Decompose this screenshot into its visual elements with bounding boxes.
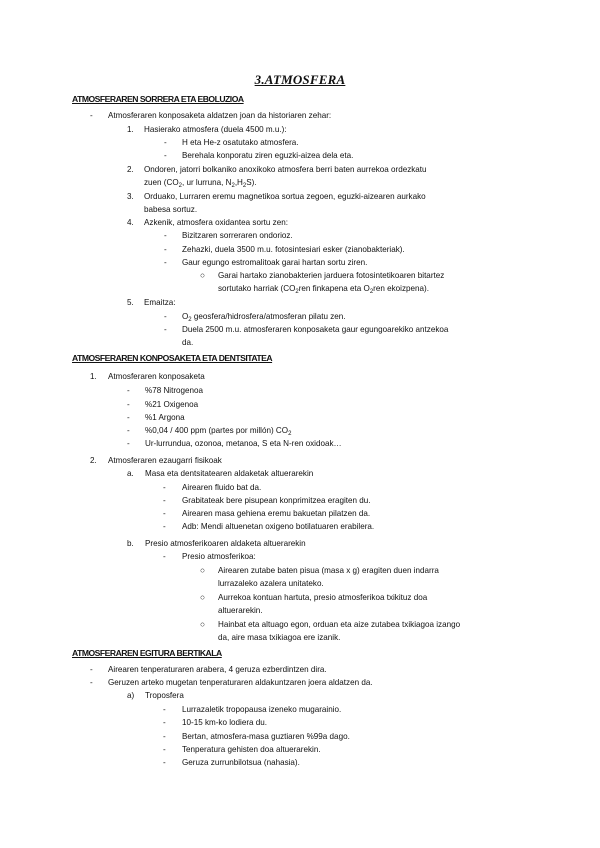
circle-bullet: ○	[200, 593, 205, 602]
dash-bullet: -	[163, 552, 166, 561]
list-item: Geruzen arteko mugetan tenperaturaren aldakuntzaren joera aldatzen da.	[108, 678, 373, 687]
list-item: Airearen zutabe baten pisua (masa x g) eragiten duen indarra	[218, 566, 439, 575]
list-item: H eta He-z osatutako atmosfera.	[182, 138, 299, 147]
dash-bullet: -	[164, 231, 167, 240]
list-item: 10-15 km-ko lodiera du.	[182, 718, 268, 727]
dash-bullet: -	[127, 426, 130, 435]
page-title: 3.ATMOSFERA	[254, 72, 346, 87]
circle-bullet: ○	[200, 566, 205, 575]
list-item: Lurrazaletik tropopausa izeneko mugarainio.	[182, 705, 342, 714]
list-item: %0,04 / 400 ppm (partes por millón) $CO_2$	[145, 426, 292, 437]
dash-bullet: -	[164, 325, 167, 334]
list-item: Atmosferaren ezaugarri fisikoak	[108, 456, 222, 465]
dash-bullet: -	[164, 151, 167, 160]
list-item-continuation: lurrazaleko azalera unitateko.	[218, 579, 324, 588]
list-item-continuation: da, aire masa txikiagoa ere izanik.	[218, 633, 341, 642]
dash-bullet: -	[90, 111, 93, 120]
list-item: Airearen tenperaturaren arabera, 4 geruza ezberdintzen dira.	[108, 665, 327, 674]
list-item: Garai hartako zianobakterien jarduera fotosintetikoaren bitartez	[218, 271, 445, 280]
list-item: Troposfera	[145, 691, 184, 700]
list-letter: a)	[127, 691, 135, 700]
list-item: Presio atmosferikoaren aldaketa altuerarekin	[145, 539, 306, 548]
list-item-continuation: altuerarekin.	[218, 606, 263, 615]
list-item: Zehazki, duela 3500 m.u. fotosintesiari esker (zianobakteriak).	[182, 245, 405, 254]
dash-bullet: -	[163, 732, 166, 741]
dash-bullet: -	[164, 138, 167, 147]
section-heading-sorrera: ATMOSFERAREN SORRERA ETA EBOLUZIOA	[72, 94, 244, 104]
list-item: Gaur egungo estromalitoak garai hartan sortu ziren.	[182, 258, 368, 267]
dash-bullet: -	[164, 312, 167, 321]
list-item: %78 Nitrogenoa	[145, 386, 204, 395]
list-number: 4.	[127, 218, 134, 227]
circle-bullet: ○	[200, 620, 205, 629]
list-item: Bertan, atmosfera-masa guztiaren %99a dago.	[182, 732, 350, 741]
dash-bullet: -	[127, 400, 130, 409]
list-number: 1.	[127, 125, 134, 134]
list-item: Azkenik, atmosfera oxidantea sortu zen:	[144, 218, 288, 227]
list-letter: a.	[127, 469, 134, 478]
list-item-continuation: zuen ($CO_2$, ur lurruna, $N_2,H_2S$).	[144, 178, 257, 189]
section-heading-egitura: ATMOSFERAREN EGITURA BERTIKALA	[72, 648, 222, 658]
list-number: 2.	[90, 456, 97, 465]
dash-bullet: -	[163, 522, 166, 531]
dash-bullet: -	[163, 483, 166, 492]
list-item: Duela 2500 m.u. atmosferaren konposaketa gaur egungoarekiko antzekoa	[182, 325, 449, 334]
dash-bullet: -	[163, 509, 166, 518]
list-number: 3.	[127, 192, 134, 201]
list-item: Geruza zurrunbilotsua (nahasia).	[182, 758, 300, 767]
list-item: Adb: Mendi altuenetan oxigeno botilatuaren erabilera.	[182, 522, 375, 531]
list-item: %21 Oxigenoa	[145, 400, 199, 409]
list-item-continuation: sortutako harriak ($CO_2ren$ finkapena eta $O_2ren$ ekoizpena).	[218, 284, 429, 295]
list-item: %1 Argona	[145, 413, 185, 422]
list-item: Hainbat eta altuago egon, orduan eta aize zutabea txikiagoa izango	[218, 620, 461, 629]
dash-bullet: -	[163, 745, 166, 754]
list-item: Masa eta dentsitatearen aldaketak altuerarekin	[145, 469, 314, 478]
list-item: Aurrekoa kontuan hartuta, presio atmosferikoa txikituz doa	[218, 593, 428, 602]
dash-bullet: -	[164, 258, 167, 267]
list-item: Ur-lurrundua, ozonoa, metanoa, S eta N-ren oxidoak…	[145, 439, 342, 448]
circle-bullet: ○	[200, 271, 205, 280]
list-item: Emaitza:	[144, 298, 176, 307]
list-number: 1.	[90, 372, 97, 381]
section-heading-konposaketa: ATMOSFERAREN KONPOSAKETA ETA DENTSITATEA	[72, 353, 273, 363]
list-item: Ondoren, jatorri bolkaniko anoxikoko atmosfera berri baten aurrekoa ordezkatu	[144, 165, 427, 174]
dash-bullet: -	[164, 245, 167, 254]
list-item: Tenperatura gehisten doa altuerarekin.	[182, 745, 321, 754]
list-item: $O_2$ geosfera/hidrosfera/atmosferan pilatu zen.	[182, 312, 346, 323]
list-letter: b.	[127, 539, 134, 548]
dash-bullet: -	[163, 718, 166, 727]
list-item-continuation: babesa sortuz.	[144, 205, 198, 214]
list-item: Airearen masa gehiena eremu bakuetan pilatzen da.	[182, 509, 371, 518]
dash-bullet: -	[163, 758, 166, 767]
list-item: Airearen fluido bat da.	[182, 483, 262, 492]
dash-bullet: -	[127, 386, 130, 395]
list-number: 5.	[127, 298, 134, 307]
list-item: Hasierako atmosfera (duela 4500 m.u.):	[144, 125, 287, 134]
dash-bullet: -	[90, 678, 93, 687]
dash-bullet: -	[127, 413, 130, 422]
list-item: Atmosferaren konposaketa aldatzen joan da historiaren zehar:	[108, 111, 332, 120]
list-item: Orduako, Lurraren eremu magnetikoa sortua zegoen, eguzki-aizearen aurkako	[144, 192, 426, 201]
dash-bullet: -	[163, 705, 166, 714]
list-item: Berehala konporatu ziren eguzki-aizea dela eta.	[182, 151, 354, 160]
dash-bullet: -	[163, 496, 166, 505]
list-item: Presio atmosferikoa:	[182, 552, 256, 561]
list-number: 2.	[127, 165, 134, 174]
list-item: Grabitateak bere pisupean konprimitzea eragiten du.	[182, 496, 371, 505]
dash-bullet: -	[127, 439, 130, 448]
list-item: Bizitzaren sorreraren ondorioz.	[182, 231, 293, 240]
list-item: Atmosferaren konposaketa	[108, 372, 205, 381]
dash-bullet: -	[90, 665, 93, 674]
list-item-continuation: da.	[182, 338, 194, 347]
